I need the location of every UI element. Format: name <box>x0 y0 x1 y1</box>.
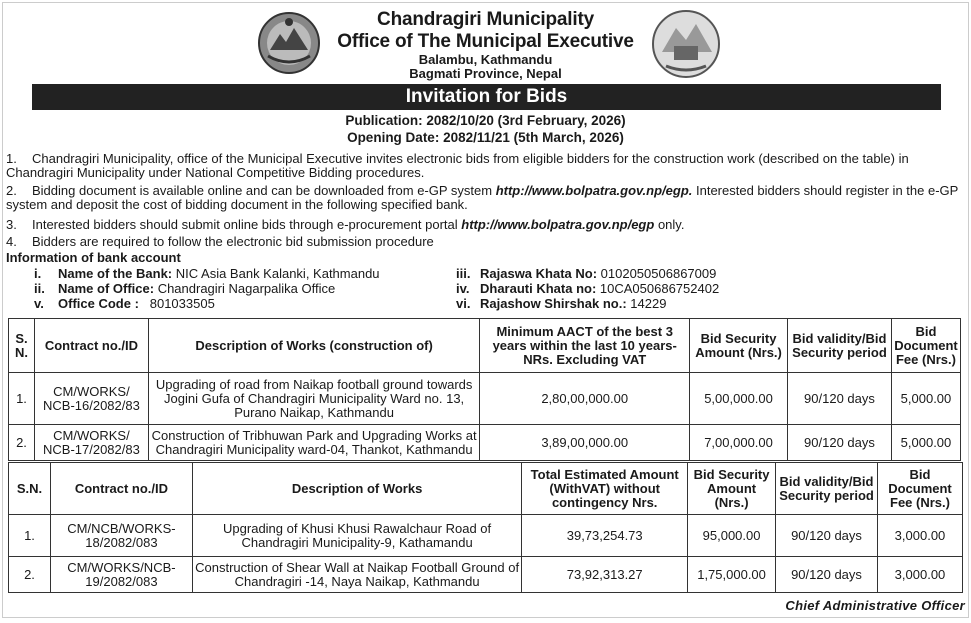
bank-field: iii. Rajaswa Khata No: 0102050506867009 <box>456 266 717 281</box>
signature-title: Chief Administrative Officer <box>785 598 965 613</box>
address-line: Balambu, Kathmandu <box>418 52 553 67</box>
table-row: 1. CM/NCB/WORKS-18/2082/083 Upgrading of Khusi Khusi Rawalchaur Road of Chandragiri Municipality-9, Kathamandu 39,73,254.73 95,000.00 90/120 days 3,000.00 <box>9 515 963 557</box>
bank-field: vi. Rajashow Shirshak no.: 14229 <box>456 296 667 311</box>
bank-field: ii. Name of Office: Chandragiri Nagarpalika Office <box>34 281 336 296</box>
opening-date: Opening Date: 2082/11/21 (5th March, 2026) <box>347 130 624 145</box>
municipality-logo-icon <box>650 8 722 80</box>
egp-link[interactable]: http://www.bolpatra.gov.np/egp. <box>495 183 693 198</box>
page-header <box>0 6 971 82</box>
list-item: 3. Interested bidders should submit online bids through e-procurement portal http://www.bolpatra.gov.np/egp only. <box>6 217 685 232</box>
province-line: Bagmati Province, Nepal <box>409 66 562 81</box>
bank-field: i. Name of the Bank: NIC Asia Bank Kalanki, Kathmandu <box>34 266 380 281</box>
office-name: Office of The Municipal Executive <box>337 31 634 52</box>
bank-heading: Information of bank account <box>6 250 181 265</box>
table-header-row: S. N. Contract no./ID Description of Works (construction of) Minimum AACT of the best 3 years within the last 10 years-NRs. Excluding VAT Bid Security Amount (Nrs.) Bid validity/Bid Security period Bid Document Fee (Nrs.) <box>9 319 961 373</box>
bids-table-1 <box>8 318 961 461</box>
bids-table-2 <box>8 462 963 593</box>
table-row: 2. CM/WORKS/ NCB-17/2082/83 Construction of Tribhuwan Park and Upgrading Works at Chandragiri Municipality ward-04, Thankot, Kathmandu 3,89,00,000.00 7,00,000.00 90/120 days 5,000.00 <box>9 425 961 461</box>
bank-info-left <box>34 266 380 311</box>
table-header-row: S.N. Contract no./ID Description of Works Total Estimated Amount (WithVAT) without contingency Nrs. Bid Security Amount (Nrs.) Bid validity/Bid Security period Bid Document Fee (Nrs.) <box>9 463 963 515</box>
bank-field: v. Office Code : 801033505 <box>34 296 215 311</box>
list-item: 1. Chandragiri Municipality, office of the Municipal Executive invites electronic bids from eligible bidders for the construction work (described on the table) in Chandragiri Municipality under National Competitive Bidding procedures. <box>6 151 909 180</box>
list-item: 4. Bidders are required to follow the electronic bid submission procedure <box>6 234 434 249</box>
municipality-name: Chandragiri Municipality <box>377 9 594 30</box>
bank-info-right <box>456 266 719 311</box>
title-banner: Invitation for Bids <box>32 84 941 110</box>
publication-date: Publication: 2082/10/20 (3rd February, 2026) <box>345 113 626 128</box>
table-row: 1. CM/WORKS/ NCB-16/2082/83 Upgrading of road from Naikap football ground towards Jogini Gufa of Chandragiri Municipality Ward no. 13, Purano Naikap, Kathmandu 2,80,00,000.00 5,00,000.00 90/120 days 5,000.00 <box>9 373 961 425</box>
list-item: 2. Bidding document is available online and can be downloaded from e-GP system http://www.bolpatra.gov.np/egp. Interested bidders should register in the e-GP system and deposit the cost of bidding document in the following specified bank. <box>6 183 959 212</box>
egp-link[interactable]: http://www.bolpatra.gov.np/egp <box>461 217 655 232</box>
table-row: 2. CM/WORKS/NCB-19/2082/083 Construction of Shear Wall at Naikap Football Ground of Chandragiri -14, Naya Naikap, Kathmandu 73,92,313.27 1,75,000.00 90/120 days 3,000.00 <box>9 557 963 593</box>
bank-field: iv. Dharauti Khata no: 10CA050686752402 <box>456 281 720 296</box>
